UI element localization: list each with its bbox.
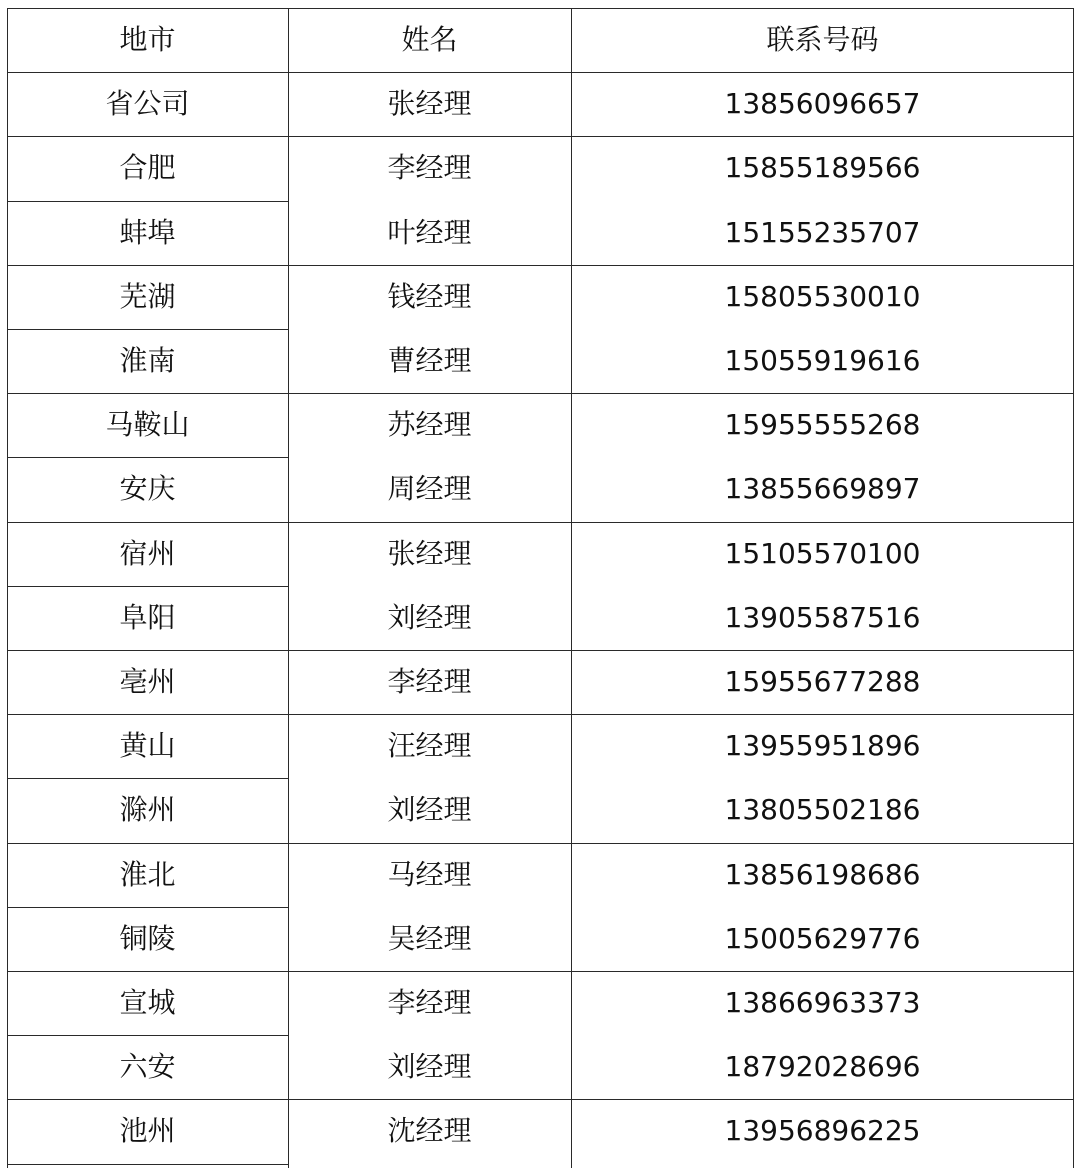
phone-cell: 15955677288 [724, 665, 921, 699]
phone-cell: 15155235707 [724, 215, 921, 249]
name-cell: 苏经理 [387, 408, 472, 442]
phone-cell: 15005629776 [724, 921, 921, 955]
row-divider [7, 650, 1074, 651]
phone-cell: 13955951896 [724, 729, 921, 763]
header-name: 姓名 [401, 23, 458, 57]
name-cell: 刘经理 [387, 1050, 472, 1084]
column-divider [571, 8, 572, 1168]
name-cell: 李经理 [387, 665, 472, 699]
city-cell: 铜陵 [119, 921, 176, 955]
city-cell: 芜湖 [119, 279, 176, 313]
name-cell: 钱经理 [387, 279, 472, 313]
row-divider [7, 971, 1074, 972]
phone-cell: 13856198686 [724, 857, 921, 891]
column-divider [1073, 8, 1074, 1168]
name-cell: 沈经理 [387, 1114, 472, 1148]
phone-cell: 13956896225 [724, 1114, 921, 1148]
name-cell: 马经理 [387, 857, 472, 891]
row-divider [7, 522, 1074, 523]
city-cell: 六安 [119, 1050, 176, 1084]
name-cell: 汪经理 [387, 729, 472, 763]
contact-table [7, 8, 1074, 1168]
name-cell: 张经理 [387, 536, 472, 570]
header-city: 地市 [119, 23, 176, 57]
name-cell: 曹经理 [387, 344, 472, 378]
city-cell: 安庆 [119, 472, 176, 506]
name-cell: 刘经理 [387, 600, 472, 634]
row-divider [7, 265, 1074, 266]
column-divider [7, 8, 8, 1168]
column-divider [288, 8, 289, 1168]
city-cell: 淮南 [119, 344, 176, 378]
phone-cell: 15855189566 [724, 151, 921, 185]
city-cell: 阜阳 [119, 600, 176, 634]
city-cell: 蚌埠 [119, 215, 176, 249]
city-cell: 宣城 [119, 986, 176, 1020]
phone-cell: 13905587516 [724, 600, 921, 634]
phone-cell: 15955555268 [724, 408, 921, 442]
city-cell: 合肥 [119, 151, 176, 185]
row-divider [7, 8, 1074, 9]
city-row-divider [7, 1035, 288, 1036]
name-cell: 李经理 [387, 986, 472, 1020]
phone-cell: 13866963373 [724, 986, 921, 1020]
row-divider [7, 72, 1074, 73]
city-row-divider [7, 457, 288, 458]
city-row-divider [7, 329, 288, 330]
name-cell: 周经理 [387, 472, 472, 506]
row-divider [7, 714, 1074, 715]
header-phone: 联系号码 [766, 23, 879, 57]
city-cell: 省公司 [105, 87, 190, 121]
city-cell: 淮北 [119, 857, 176, 891]
name-cell: 刘经理 [387, 793, 472, 827]
city-row-divider [7, 778, 288, 779]
phone-cell: 13805502186 [724, 793, 921, 827]
phone-cell: 18792028696 [724, 1050, 921, 1084]
city-cell: 宿州 [119, 536, 176, 570]
phone-cell: 15055919616 [724, 344, 921, 378]
city-row-divider [7, 1164, 288, 1165]
city-cell: 黄山 [119, 729, 176, 763]
name-cell: 李经理 [387, 151, 472, 185]
city-cell: 池州 [119, 1114, 176, 1148]
city-row-divider [7, 907, 288, 908]
city-cell: 亳州 [119, 665, 176, 699]
phone-cell: 15805530010 [724, 279, 921, 313]
city-cell: 滁州 [119, 793, 176, 827]
row-divider [7, 136, 1074, 137]
city-row-divider [7, 201, 288, 202]
phone-cell: 15105570100 [724, 536, 921, 570]
name-cell: 叶经理 [387, 215, 472, 249]
phone-cell: 13855669897 [724, 472, 921, 506]
row-divider [7, 843, 1074, 844]
row-divider [7, 393, 1074, 394]
city-cell: 马鞍山 [105, 408, 190, 442]
row-divider [7, 1099, 1074, 1100]
name-cell: 张经理 [387, 87, 472, 121]
name-cell: 吴经理 [387, 921, 472, 955]
phone-cell: 13856096657 [724, 87, 921, 121]
city-row-divider [7, 586, 288, 587]
